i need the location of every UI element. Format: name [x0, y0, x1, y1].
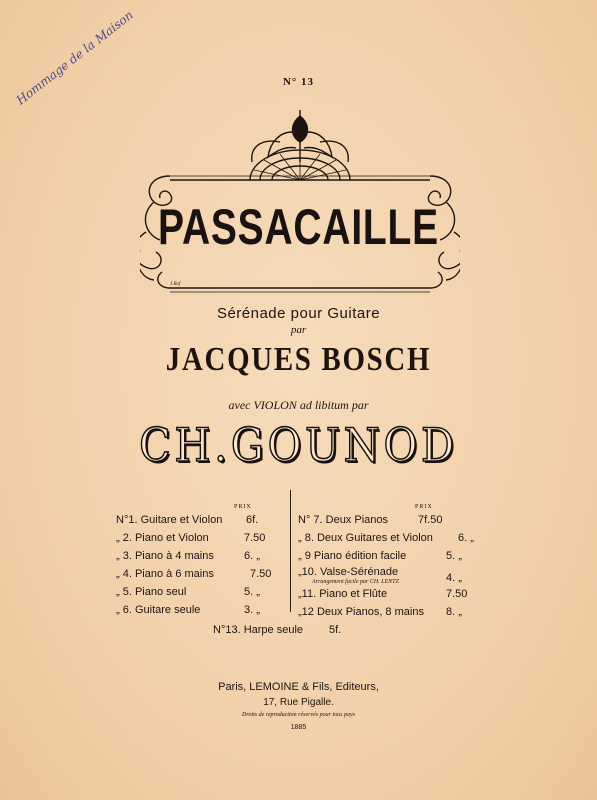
edition-label: „10. Valse-Sérénade [298, 566, 399, 578]
list-item [298, 588, 468, 600]
list-item [116, 550, 260, 562]
list-item [116, 514, 259, 526]
list-item [116, 568, 272, 580]
edition-price: 5. „ [446, 550, 462, 562]
edition-label: N° 7. Deux Pianos [298, 514, 388, 526]
edition-price: 6. „ [244, 550, 260, 562]
left-edition-list [116, 514, 286, 614]
edition-label: N°1. Guitare et Violon [116, 514, 223, 526]
edition-price: 3. „ [244, 604, 260, 616]
par-label: par [290, 324, 307, 336]
valse-arrangement-note: Arrangement facile par CH. LENTZ [312, 579, 399, 585]
edition-label: „ 9 Piano édition facile [298, 550, 407, 562]
edition-price: 5f. [329, 624, 342, 636]
edition-price: 4. „ [446, 572, 462, 584]
right-edition-list [298, 514, 478, 618]
list-item [298, 550, 462, 562]
list-item [298, 606, 462, 618]
edition-price: 5. „ [244, 586, 260, 598]
list-item [298, 514, 443, 526]
edition-label: „ 8. Deux Guitares et Violon [298, 532, 433, 544]
edition-price: 7f.50 [418, 514, 443, 526]
handwritten-dedication: Hommage de la Maison [13, 7, 136, 108]
engraver-mark: J.Rof [170, 282, 181, 287]
rights-notice: Droits de reproduction réservés pour tous pays [242, 712, 355, 718]
edition-label: „ 5. Piano seul [116, 586, 187, 598]
edition-label: „11. Piano et Flûte [298, 588, 388, 600]
edition-label: „ 4. Piano à 6 mains [116, 568, 214, 580]
edition-label: „12 Deux Pianos, 8 mains [298, 606, 424, 618]
publication-year: 1885 [290, 724, 307, 731]
price-header-right: PRIX [415, 504, 433, 510]
edition-price: 7.50 [250, 568, 272, 580]
column-divider [290, 490, 291, 612]
list-item [116, 532, 266, 544]
page-title: PASSACAILLE [158, 199, 439, 255]
list-item [116, 586, 260, 598]
edition-label: „ 2. Piano et Violon [116, 532, 209, 544]
subtitle: Sérénade pour Guitare [216, 305, 381, 322]
edition-label: „ 3. Piano à 4 mains [116, 550, 214, 562]
composer-name: JACQUES BOSCH [165, 341, 432, 378]
publisher-line: Paris, LEMOINE & Fils, Editeurs, [218, 681, 379, 693]
edition-price: 7.50 [446, 588, 468, 600]
list-item [298, 532, 474, 544]
edition-price: 6f. [246, 514, 259, 526]
publisher-address: 17, Rue Pigalle. [263, 697, 334, 708]
list-item [116, 604, 260, 616]
edition-price: 8. „ [446, 606, 462, 618]
edition-label: „ 6. Guitare seule [116, 604, 201, 616]
arranger-name: CH.GOUNOD [139, 418, 458, 472]
price-header-left: PRIX [234, 504, 252, 510]
edition-price: 6. „ [458, 532, 474, 544]
edition-label: N°13. Harpe seule [213, 624, 304, 636]
last-edition-row [213, 624, 342, 636]
edition-price: 7.50 [244, 532, 266, 544]
catalog-number: N° 13 [282, 76, 315, 88]
avec-line: avec VIOLON ad libitum par [228, 398, 369, 412]
